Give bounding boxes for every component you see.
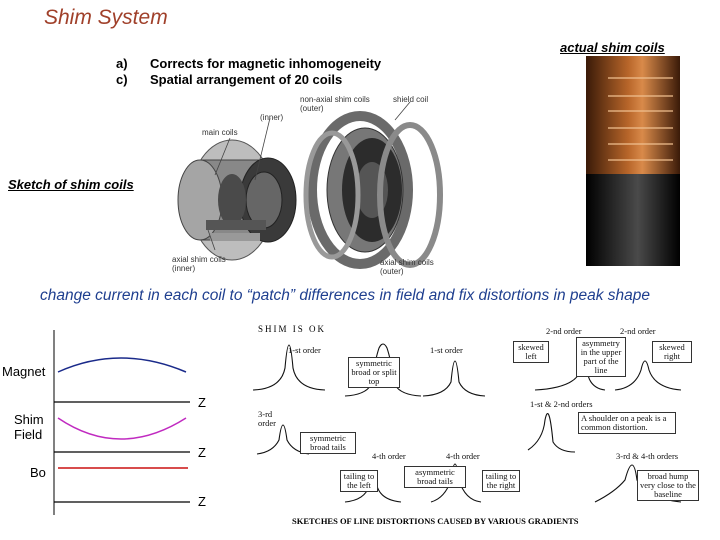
distortions-footer: SKETCHES OF LINE DISTORTIONS CAUSED BY VARIOUS GRADIENTS — [292, 516, 579, 526]
list-marker: c) — [116, 72, 128, 87]
axial-outer-label-line1: axial shim coils — [380, 258, 434, 267]
box-asymmetry-upper: asymmetry in the upper part of the line — [576, 337, 626, 377]
label-1st-order-b: 1-st order — [430, 345, 463, 355]
axial-label-line2: (inner) — [172, 264, 196, 273]
box-symmetric-tails: symmetric broad tails — [300, 432, 356, 454]
box-symmetric-broad: symmetric broad or split top — [348, 357, 400, 388]
magnet-label: Magnet — [2, 364, 46, 379]
outer-coil-assembly — [306, 116, 440, 265]
sketch-caption: Sketch of shim coils — [8, 177, 134, 192]
non-axial-label-line1: non-axial shim coils — [300, 95, 370, 104]
box-skewed-left: skewed left — [513, 341, 549, 363]
main-coils-label: main coils — [202, 128, 238, 137]
shim-field-curve — [58, 418, 186, 439]
shim-ok-header: SHIM IS OK — [258, 324, 327, 334]
label-1st-order-a: 1-st order — [288, 345, 321, 355]
page-title: Shim System — [44, 6, 168, 29]
field-label: Field — [14, 427, 43, 442]
shim-description: change current in each coil to “patch” differences in field and fix distortions in peak shape — [40, 287, 651, 304]
box-broad-hump: broad hump very close to the baseline — [637, 470, 699, 501]
field-plots — [50, 330, 220, 515]
non-axial-inner-label: (inner) — [260, 113, 284, 122]
axial-shim-inner-label — [172, 255, 226, 273]
z-axis-label-3: Z — [198, 494, 206, 509]
label-1st-2nd-orders: 1-st & 2-nd orders — [530, 399, 593, 409]
z-axis-label-1: Z — [198, 395, 206, 410]
shim-coils-sketch — [160, 90, 450, 280]
z-axis-label-2: Z — [198, 445, 206, 460]
axial-shim-outer-label — [380, 258, 434, 276]
shim-coil-photo — [578, 56, 688, 266]
list-item — [116, 56, 381, 72]
peak-1st-2nd-order — [528, 414, 575, 452]
box-shoulder: A shoulder on a peak is a common distortion. — [578, 412, 676, 434]
b0-label: Bo — [30, 465, 46, 480]
label-4th-order-a: 4-th order — [372, 451, 406, 461]
label-2nd-order-a: 2-nd order — [546, 326, 582, 336]
box-asymmetric-tails: asymmetric broad tails — [404, 466, 466, 488]
inner-coil-assembly — [178, 140, 296, 260]
shield-coil-label: shield coil — [393, 95, 429, 104]
axial-outer-label-line2: (outer) — [380, 267, 404, 276]
peak-1st-order-b — [423, 361, 485, 396]
feature-list — [116, 56, 381, 88]
list-text: Spatial arrangement of 20 coils — [150, 72, 343, 87]
label-3rd-4th-orders: 3-rd & 4-th orders — [616, 451, 679, 461]
non-axial-shim-label — [300, 95, 370, 113]
list-text: Corrects for magnetic inhomogeneity — [150, 56, 382, 71]
shim-label: Shim — [14, 412, 44, 427]
box-tailing-right: tailing to the right — [482, 470, 520, 492]
list-item — [116, 72, 381, 88]
magnet-field-curve — [58, 358, 186, 372]
label-4th-order-b: 4-th order — [446, 451, 480, 461]
label-3rd-order: 3-rd order — [258, 409, 276, 428]
photo-caption: actual shim coils — [560, 40, 665, 55]
non-axial-label-line2: (outer) — [300, 104, 324, 113]
label-2nd-order-b: 2-nd order — [620, 326, 656, 336]
axial-label-line1: axial shim coils — [172, 255, 226, 264]
box-tailing-left: tailing to the left — [340, 470, 378, 492]
list-marker: a) — [116, 56, 128, 71]
box-skewed-right: skewed right — [652, 341, 692, 363]
